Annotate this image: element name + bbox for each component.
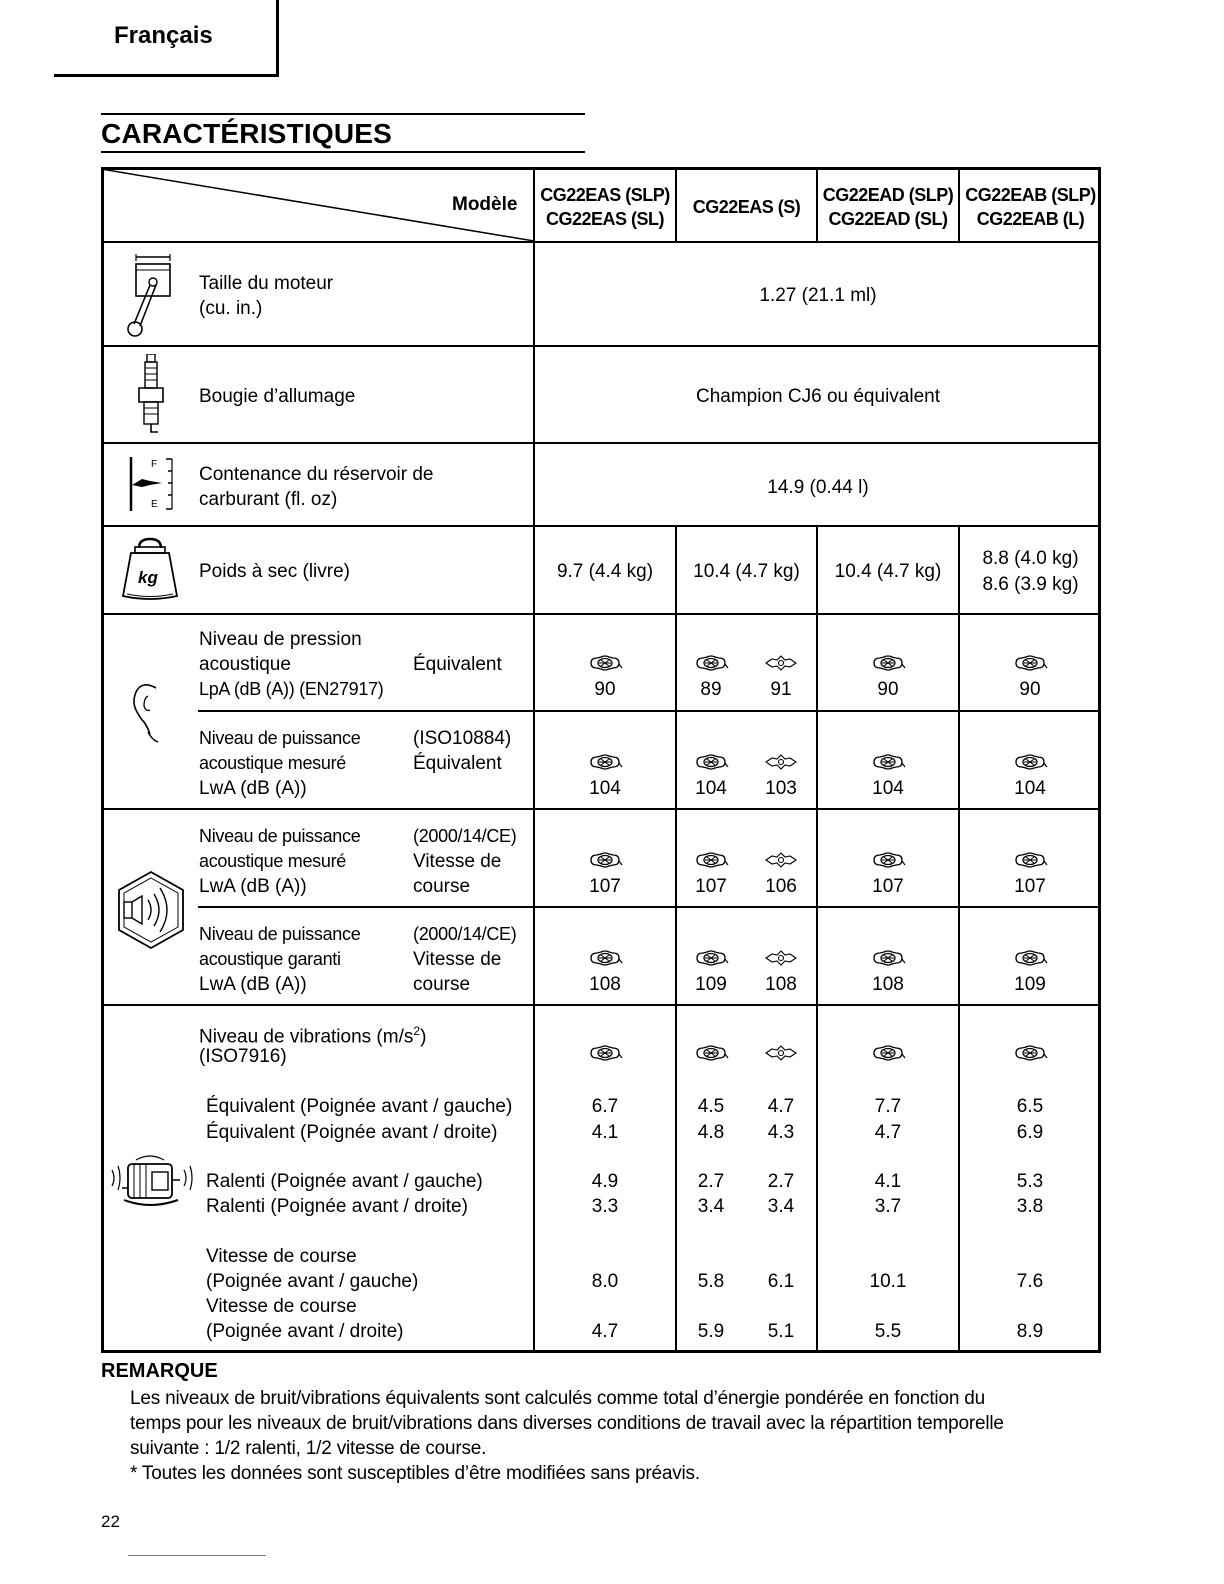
lwa-ce-measured-qualifier2: course: [413, 876, 471, 897]
round-head-icon: [870, 851, 906, 869]
vibration-value: 4.7: [767, 1096, 795, 1117]
lwa-measured-value: 104: [1014, 778, 1046, 799]
lpa-value: 90: [877, 679, 899, 700]
lwa-ce-guaranteed-value: 108: [765, 974, 797, 995]
vibration-value: 5.8: [697, 1271, 725, 1292]
table-divider: [101, 1004, 1101, 1006]
lwa-ce-measured-qualifier: Vitesse de: [413, 851, 502, 872]
lwa-ce-guaranteed-value: 109: [1014, 974, 1046, 995]
table-divider: [101, 613, 1101, 615]
model-header-4: CG22EAB (SLP) CG22EAB (L): [965, 185, 1096, 229]
lpa-label-line1: Niveau de pression: [199, 629, 362, 650]
lwa-ce-measured-label-line2: acoustique mesuré: [199, 851, 346, 871]
round-head-icon: [587, 1044, 623, 1062]
vibration-value: 5.9: [697, 1321, 725, 1342]
vibration-value: 5.1: [767, 1321, 795, 1342]
remark-line: suivante : 1/2 ralenti, 1/2 vitesse de course.: [130, 1438, 487, 1459]
vibration-speed-label: Vitesse de course: [206, 1296, 357, 1317]
round-head-icon: [587, 654, 623, 672]
lwa-ce-measured-label-line3: LwA (dB (A)): [199, 876, 307, 897]
vibration-value: 4.3: [767, 1122, 795, 1143]
remark-title: REMARQUE: [101, 1360, 218, 1382]
lwa-ce-guaranteed-qualifier: Vitesse de: [413, 949, 502, 970]
weight-value: 10.4 (4.7 kg): [834, 561, 942, 582]
blade-icon: [763, 753, 799, 771]
lwa-measured-value: 104: [695, 778, 727, 799]
remark-text: [130, 1386, 1110, 1486]
vibration-value: 8.0: [591, 1271, 619, 1292]
round-head-icon: [693, 654, 729, 672]
ear-icon: [128, 678, 164, 748]
piston-icon: [124, 254, 176, 340]
lpa-label-line2: acoustique: [199, 654, 291, 675]
remark-line: * Toutes les données sont susceptibles d’être modifiées sans préavis.: [130, 1463, 700, 1484]
vibration-row-label: Ralenti (Poignée avant / droite): [206, 1196, 468, 1217]
vibration-value: 7.7: [874, 1096, 902, 1117]
lwa-ce-measured-value: 106: [765, 876, 797, 897]
lwa-ce-measured-value: 107: [1014, 876, 1046, 897]
weight-icon-label: kg: [138, 568, 158, 587]
vibration-value: 6.9: [1016, 1122, 1044, 1143]
vibration-value: 2.7: [767, 1171, 795, 1192]
lwa-ce-guaranteed-label-line2: acoustique garanti: [199, 949, 341, 969]
sound-power-icon: [116, 870, 186, 950]
remark-line: Les niveaux de bruit/vibrations équivalents sont calculés comme total d’énergie pondérée en fonction du: [130, 1388, 985, 1409]
round-head-icon: [1012, 949, 1048, 967]
title-top-rule: [101, 113, 585, 115]
vibration-value: 4.9: [591, 1171, 619, 1192]
blade-icon: [763, 949, 799, 967]
round-head-icon: [870, 654, 906, 672]
round-head-icon: [1012, 654, 1048, 672]
round-head-icon: [693, 949, 729, 967]
lwa-measured-value: 104: [589, 778, 621, 799]
vibration-speed-label: Vitesse de course: [206, 1246, 357, 1267]
blade-icon: [763, 654, 799, 672]
weight-label: Poids à sec (livre): [199, 561, 350, 582]
vibration-value: 6.1: [767, 1271, 795, 1292]
weight-value: 10.4 (4.7 kg): [693, 561, 800, 582]
footer-line: [128, 1555, 266, 1556]
table-divider: [101, 345, 1101, 347]
vibration-value: 5.3: [1016, 1171, 1044, 1192]
lwa-measured-label-line1: Niveau de puissance: [199, 728, 361, 748]
vibration-engine-icon: [108, 1150, 194, 1212]
round-head-icon: [693, 753, 729, 771]
lwa-ce-measured-value: 107: [695, 876, 727, 897]
vibration-value: 2.7: [697, 1171, 725, 1192]
vibration-row-label: Ralenti (Poignée avant / gauche): [206, 1171, 483, 1192]
round-head-icon: [870, 1044, 906, 1062]
vibration-label-line1: Niveau de vibrations $(m/s^2)$: [199, 1024, 427, 1048]
lwa-ce-guaranteed-label-line1: Niveau de puissance: [199, 924, 361, 944]
vibration-value: 3.8: [1016, 1196, 1044, 1217]
vibration-speed-right-label: (Poignée avant / droite): [206, 1321, 404, 1342]
lwa-ce-measured-standard: (2000/14/CE): [413, 826, 517, 846]
vibration-value: 7.6: [1016, 1271, 1044, 1292]
model-header-1: CG22EAS (SLP) CG22EAS (SL): [540, 185, 670, 229]
model-label: Modèle: [452, 194, 518, 215]
page-number: 22: [101, 1512, 120, 1531]
lwa-measured-label-line3: LwA (dB (A)): [199, 778, 307, 799]
round-head-icon: [1012, 753, 1048, 771]
table-divider: [101, 442, 1101, 444]
round-head-icon: [870, 753, 906, 771]
blade-icon: [763, 851, 799, 869]
lpa-label-qualifier: Équivalent: [413, 654, 502, 675]
vibration-value: 3.4: [767, 1196, 795, 1217]
vibration-value: 4.7: [591, 1321, 619, 1342]
round-head-icon: [1012, 1044, 1048, 1062]
vibration-label-line2: (ISO7916): [199, 1046, 287, 1067]
vibration-value: 8.9: [1016, 1321, 1044, 1342]
lwa-ce-guaranteed-label-line3: LwA (dB (A)): [199, 974, 307, 995]
lwa-measured-value: 104: [872, 778, 904, 799]
round-head-icon: [693, 1044, 729, 1062]
lwa-measured-qualifier: Équivalent: [413, 753, 502, 774]
lpa-value: 91: [770, 679, 792, 700]
lwa-ce-guaranteed-standard: (2000/14/CE): [413, 924, 517, 944]
weight-value: 8.8 (4.0 kg): [982, 548, 1079, 569]
table-column-line: [533, 167, 535, 1353]
engine-label-line1: Taille du moteur: [199, 273, 334, 294]
lwa-ce-guaranteed-value: 108: [589, 974, 621, 995]
spark-plug-label: Bougie d’allumage: [199, 386, 356, 407]
vibration-value: 3.4: [697, 1196, 725, 1217]
lpa-value: 89: [700, 679, 722, 700]
page-title: CARACTÉRISTIQUES: [101, 118, 392, 149]
table-divider: [101, 808, 1101, 810]
vibration-speed-left-label: (Poignée avant / gauche): [206, 1271, 419, 1292]
vibration-row-label: Équivalent (Poignée avant / droite): [206, 1122, 498, 1143]
vibration-row-label: Équivalent (Poignée avant / gauche): [206, 1096, 513, 1117]
lwa-ce-guaranteed-qualifier2: course: [413, 974, 471, 995]
table-divider: [198, 710, 1101, 712]
round-head-icon: [693, 851, 729, 869]
table-divider: [101, 525, 1101, 527]
vibration-value: 6.5: [1016, 1096, 1044, 1117]
fuel-gauge-full-label: F: [151, 459, 158, 470]
lpa-value: 90: [1019, 679, 1041, 700]
vibration-value: 4.1: [874, 1171, 902, 1192]
vibration-value: 5.5: [874, 1321, 902, 1342]
fuel-label-line2: carburant (fl. oz): [199, 489, 338, 510]
lwa-ce-measured-value: 107: [872, 876, 904, 897]
vibration-value: 4.7: [874, 1122, 902, 1143]
blade-icon: [763, 1044, 799, 1062]
spark-plug-icon: [136, 354, 166, 438]
table-divider: [198, 906, 1101, 908]
fuel-gauge-empty-label: E: [151, 499, 158, 510]
fuel-label-line1: Contenance du réservoir de: [199, 464, 434, 485]
round-head-icon: [587, 753, 623, 771]
lwa-ce-guaranteed-value: 108: [872, 974, 904, 995]
vibration-value: 6.7: [591, 1096, 619, 1117]
lpa-label-line3: LpA (dB (A)) (EN27917): [199, 679, 384, 699]
lwa-ce-guaranteed-value: 109: [695, 974, 727, 995]
spark-plug-value: Champion CJ6 ou équivalent: [696, 386, 940, 407]
vibration-value: 4.1: [591, 1122, 619, 1143]
vibration-value: 10.1: [869, 1271, 907, 1292]
vibration-value: 3.3: [591, 1196, 619, 1217]
title-bottom-rule: [101, 151, 585, 153]
language-label: Français: [114, 22, 213, 49]
remark-line: temps pour les niveaux de bruit/vibrations dans diverses conditions de travail avec la répartition temporelle: [130, 1413, 1004, 1434]
lwa-measured-value: 103: [765, 778, 797, 799]
fuel-value: 14.9 (0.44 l): [767, 477, 869, 498]
table-column-line: [675, 525, 677, 1353]
lwa-measured-label-line2: acoustique mesuré: [199, 753, 346, 773]
lwa-ce-measured-value: 107: [589, 876, 621, 897]
round-head-icon: [587, 949, 623, 967]
table-column-line: [958, 525, 960, 1353]
lwa-ce-measured-label-line1: Niveau de puissance: [199, 826, 361, 846]
lpa-value: 90: [594, 679, 616, 700]
lwa-measured-standard: (ISO10884): [413, 728, 512, 749]
model-header-2: CG22EAS (S): [692, 197, 801, 217]
round-head-icon: [1012, 851, 1048, 869]
weight-value: 8.6 (3.9 kg): [982, 574, 1079, 595]
vibration-value: 3.7: [874, 1196, 902, 1217]
vibration-value: 4.5: [697, 1096, 725, 1117]
table-column-line: [816, 525, 818, 1353]
round-head-icon: [587, 851, 623, 869]
engine-label-line2: (cu. in.): [199, 298, 263, 319]
engine-value: 1.27 (21.1 ml): [759, 285, 877, 306]
weight-value: 9.7 (4.4 kg): [556, 561, 654, 582]
round-head-icon: [870, 949, 906, 967]
model-header-3: CG22EAD (SLP) CG22EAD (SL): [822, 185, 954, 229]
vibration-value: 4.8: [697, 1122, 725, 1143]
